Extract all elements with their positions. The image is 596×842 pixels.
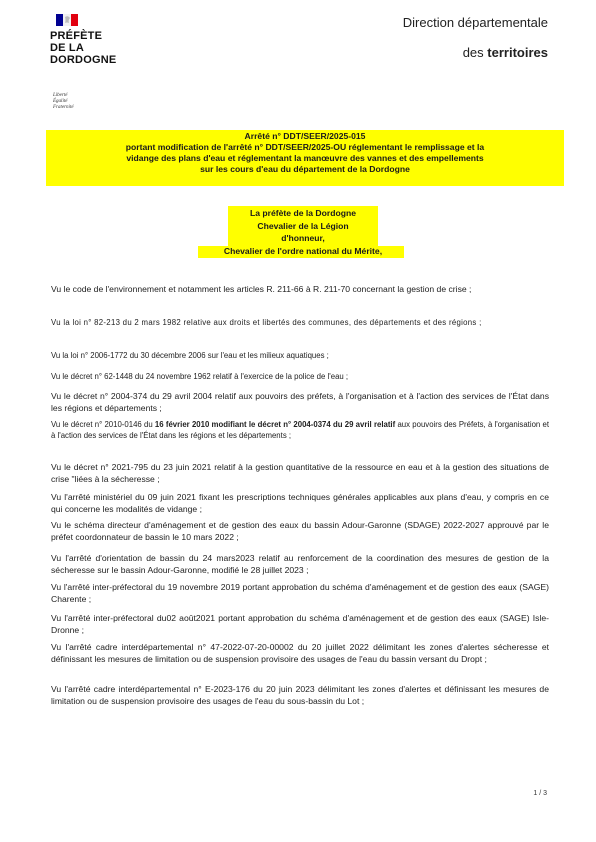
visa-arrete-lot: Vu l'arrêté cadre interdépartemental n° E-2023-176 du 20 juin 2023 délimitant les zones d'alertes et définissant les mesures de limitation ou de suspension provisoire des usages de l'eau du sous-bassin du Lot ;: [51, 684, 549, 706]
direction-line-2-prefix: des: [462, 45, 484, 60]
visa-arrete-orientation: Vu l'arrêté d'orientation de bassin du 24 mars2023 relatif au renforcement de la coordination des mesures de gestion de la sécheresse sur le bassin Adour-Garonne, modifié le 28 juillet 2023 ;: [51, 553, 549, 575]
motto-line-1: Liberté: [53, 93, 68, 98]
visa-arrete-dropt: Vu l'arrêté cadre interdépartemental n° 47-2022-07-20-00002 du 20 juillet 2022 délimitant les zones d'alertes sécheresse et définissant les mesures de limitation ou de suspension provisoire des usages de l'eau du bassin versant du Dropt ;: [51, 642, 549, 664]
direction-line-1: Direction départementale: [402, 15, 548, 30]
marianne-flag-icon: [56, 14, 78, 26]
visa-code-environnement: Vu le code de l'environnement et notamment les articles R. 211-66 à R. 211-70 concernant la gestion de crise ;: [51, 284, 472, 294]
visa-loi-82-213: Vu la loi n° 82-213 du 2 mars 1982 relative aux droits et libertés des communes, des départements et des régions ;: [51, 318, 482, 327]
prefet-line-3: d'honneur,: [281, 233, 325, 243]
visa-loi-2006-1772: Vu la loi n° 2006-1772 du 30 décembre 2006 sur l'eau et les milieux aquatiques ;: [51, 351, 329, 360]
arrete-title: [46, 131, 564, 175]
motto-line-3: Fraternité: [53, 105, 74, 110]
prefecture-line-1: PRÉFÈTE: [50, 30, 103, 42]
title-line-2: portant modification de l'arrêté n° DDT/SEER/2025-OU réglementant le remplissage et la: [125, 142, 485, 152]
prefet-line-1: La préfète de la Dordogne: [249, 208, 356, 218]
visa-sdage: Vu le schéma directeur d'aménagement et de gestion des eaux du bassin Adour-Garonne (SDAGE) 2022-2027 approuvé par le préfet coordonnateur de bassin le 10 mars 2022 ;: [51, 520, 549, 542]
title-line-4: sur les cours d'eau du département de la Dordogne: [200, 164, 410, 174]
visa-decret-2010-0146-part2: aux pouvoirs des Préfets, à l'organisation et à l'action des services de l'État dans les régions et les départements ;: [51, 420, 549, 440]
prefet-block: [180, 207, 426, 257]
prefecture-line-3: DORDOGNE: [50, 54, 117, 66]
prefet-line-4: Chevalier de l'ordre national du Mérite,: [223, 245, 383, 256]
title-line-1: Arrêté n° DDT/SEER/2025-015: [244, 131, 366, 141]
visa-decret-2010-0146: [51, 420, 549, 441]
visa-sage-charente: Vu l'arrêté inter-préfectoral du 19 novembre 2019 portant approbation du schéma d'aménagement et de gestion des eaux (SAGE) Charente ;: [51, 582, 549, 604]
visa-decret-2021-795: Vu le décret n° 2021-795 du 23 juin 2021 relatif à la gestion quantitative de la ressource en eau et à la gestion des situations de crise "liées à la sécheresse ;: [51, 462, 549, 484]
title-line-3: vidange des plans d'eau et réglementant la manœuvre des vannes et des empellements: [126, 153, 484, 163]
visa-decret-2004-374: Vu le décret n° 2004-374 du 29 avril 2004 relatif aux pouvoirs des préfets, à l'organisation et à l'action des services de l'État dans les régions et départements ;: [51, 391, 549, 413]
direction-line-2-bold: territoires: [487, 45, 548, 60]
prefet-line-2: Chevalier de la Légion: [257, 220, 349, 231]
prefecture-name: [50, 30, 116, 66]
republic-motto: [53, 93, 74, 111]
direction-header: [403, 15, 548, 61]
visa-decret-2010-0146-bold: 16 février 2010 modifiant le décret n° 2004-0374 du 29 avril relatif: [154, 420, 396, 429]
visa-decret-2010-0146-part1: Vu le décret n° 2010-0146 du: [51, 420, 155, 429]
page-number: 1 / 3: [533, 790, 547, 797]
prefecture-line-2: DE LA: [50, 42, 84, 54]
visa-arrete-ministeriel: Vu l'arrêté ministériel du 09 juin 2021 fixant les prescriptions techniques générales applicables aux plans d'eau, y compris en ce qui concerne les modalités de vidange ;: [51, 492, 549, 514]
motto-line-2: Égalité: [53, 99, 68, 104]
visa-sage-isle-dronne: Vu l'arrêté inter-préfectoral du02 août2021 portant approbation du schéma d'aménagement et de gestion des eaux (SAGE) Isle-Dronne ;: [51, 613, 549, 635]
direction-line-2: [403, 45, 548, 61]
visa-decret-62-1448: Vu le décret n° 62-1448 du 24 novembre 1962 relatif à l'exercice de la police de l'eau ;: [51, 372, 349, 381]
